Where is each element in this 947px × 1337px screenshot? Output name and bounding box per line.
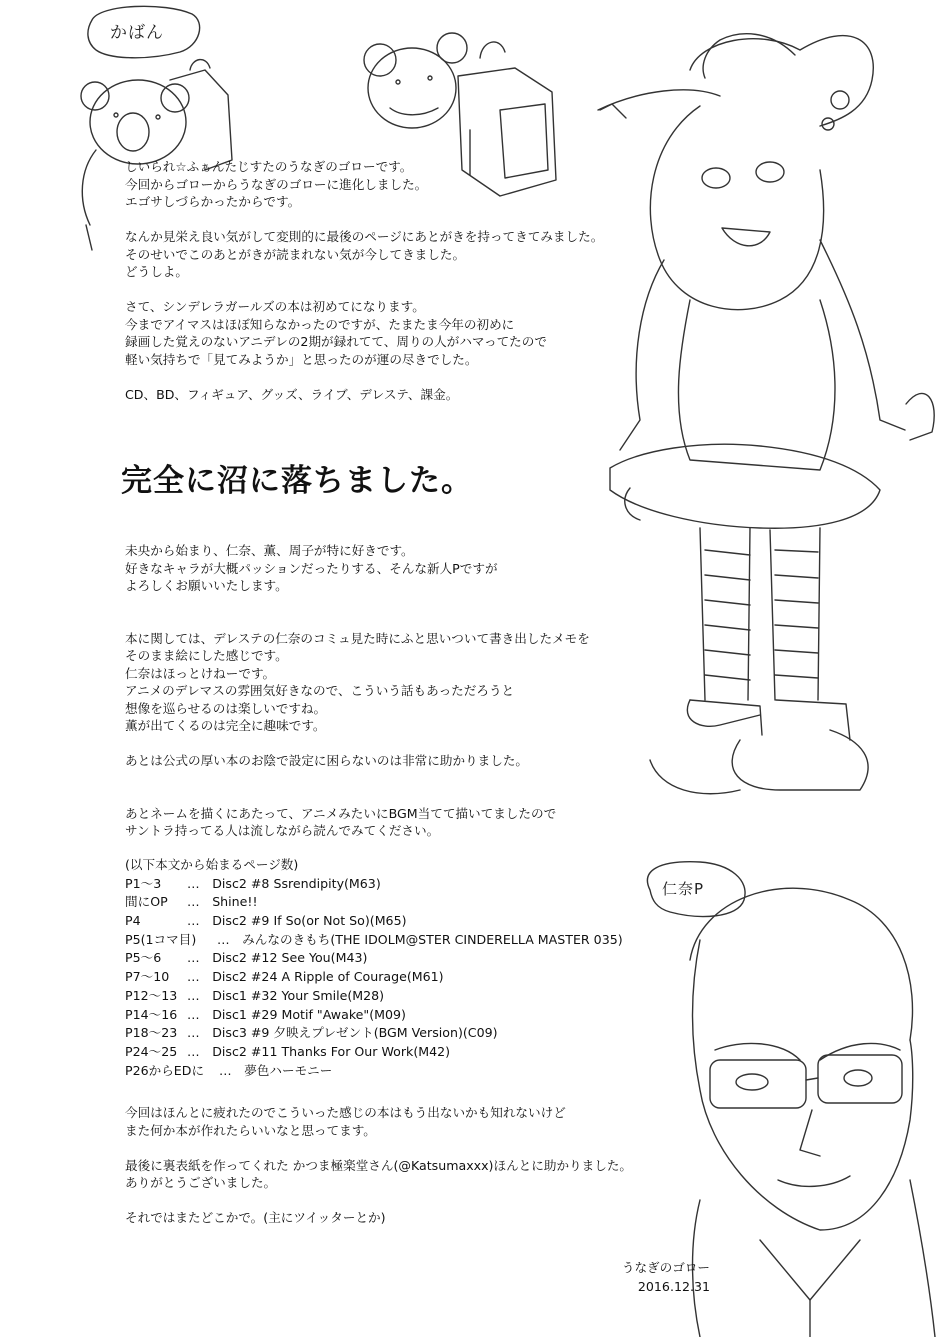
text-line: 録画した覚えのないアニデレの2期が録れてて、周りの人がハマってたので bbox=[125, 334, 547, 349]
text-line: そのまま絵にした感じです。 bbox=[125, 648, 288, 663]
track-pages: P26からEDに bbox=[125, 1062, 205, 1078]
track-title: … Disc2 #11 Thanks For Our Work(M42) bbox=[187, 1043, 451, 1059]
track-pages: P5〜6 bbox=[125, 950, 162, 966]
text-line: しいられ☆ふぁんたじすたのうなぎのゴローです。 bbox=[125, 159, 413, 174]
track-pages: 間にOP bbox=[125, 894, 168, 910]
text-line: そのせいでこのあとがきが読まれない気が今してきました。 bbox=[125, 246, 466, 262]
text-line: 最後に裏表紙を作ってくれた かつま極楽堂さん(@Katsumaxxx)ほんとに助かりました。 bbox=[125, 1157, 633, 1173]
text-line: 今回はほんとに疲れたのでこういった感じの本はもう出ないかも知れないけど bbox=[125, 1105, 566, 1120]
text-line bbox=[125, 368, 603, 386]
text-line: あとネームを描くにあたって、アニメみたいにBGM当てて描いてましたので bbox=[125, 805, 557, 821]
track-title: … みんなのきもち(THE IDOLM@STER CINDERELLA MASTER 035) bbox=[217, 931, 623, 947]
intro-paragraphs bbox=[125, 158, 603, 403]
track-title: … 夢色ハーモニー bbox=[219, 1062, 333, 1078]
text-line: 好きなキャラが大概パッションだったりする、そんな新人Pですが bbox=[125, 560, 498, 576]
text-line bbox=[125, 211, 603, 229]
track-pages: P14〜16 bbox=[125, 1006, 178, 1022]
text-line: アニメのデレマスの雰囲気好きなので、こういう話もあっただろうと bbox=[125, 683, 515, 698]
closing-paragraphs bbox=[125, 1104, 632, 1227]
track-pages: P18〜23 bbox=[125, 1025, 178, 1041]
author-name: うなぎのゴロー bbox=[621, 1260, 710, 1275]
text-line: どうしよ。 bbox=[125, 264, 188, 279]
headline: 完全に沼に落ちました。 bbox=[121, 463, 473, 499]
text-line: 未央から始まり、仁奈、薫、周子が特に好きです。 bbox=[125, 543, 414, 558]
track-title: … Disc1 #29 Motif "Awake"(M09) bbox=[187, 1006, 406, 1022]
track-pages: P4 bbox=[125, 913, 141, 929]
track-title: … Disc2 #12 See You(M43) bbox=[187, 950, 368, 966]
track-pages: P1〜3 bbox=[125, 875, 162, 891]
text-line: あとは公式の厚い本のお陰で設定に困らないのは非常に助かりました。 bbox=[125, 753, 528, 768]
text-line bbox=[125, 735, 590, 753]
text-line bbox=[125, 1192, 632, 1210]
track-pages: P7〜10 bbox=[125, 969, 170, 985]
text-line: 今までアイマスはほぼ知らなかったのですが、たまたま今年の初めに bbox=[125, 316, 515, 332]
middle-paragraphs bbox=[125, 542, 590, 840]
signature bbox=[622, 1258, 710, 1296]
text-line: また何か本が作れたらいいなと思ってます。 bbox=[125, 1122, 376, 1138]
text-line: なんか見栄え良い気がして変則的に最後のページにあとがきを持ってきてみました。 bbox=[125, 229, 604, 244]
text-line: サントラ持ってる人は流しながら読んでみてください。 bbox=[125, 823, 440, 838]
signature-date: 2016.12.31 bbox=[637, 1279, 710, 1294]
track-title: … Disc1 #32 Your Smile(M28) bbox=[187, 987, 385, 1003]
text-line: ありがとうございました。 bbox=[125, 1175, 277, 1190]
text-line bbox=[125, 787, 590, 805]
producer-bubble-text: 仁奈P bbox=[662, 880, 705, 898]
text-line: よろしくお願いいたします。 bbox=[125, 578, 288, 593]
text-line: さて、シンデレラガールズの本は初めてになります。 bbox=[125, 299, 425, 314]
text-line: 想像を巡らせるのは楽しいですね。 bbox=[125, 700, 327, 716]
track-title: … Disc2 #8 Ssrendipity(M63) bbox=[187, 875, 381, 891]
text-line: CD、BD、フィギュア、グッズ、ライブ、デレステ、課金。 bbox=[125, 386, 459, 402]
text-line: 仁奈はほっとけねーです。 bbox=[125, 665, 276, 681]
text-line: 軽い気持ちで「見てみようか」と思ったのが運の尽きでした。 bbox=[125, 351, 478, 367]
text-line: 薫が出てくるのは完全に趣味です。 bbox=[125, 718, 326, 733]
track-pages: P5(1コマ目) bbox=[125, 931, 197, 947]
track-pages: P24〜25 bbox=[125, 1043, 178, 1059]
track-title: … Shine!! bbox=[187, 894, 258, 910]
text-line bbox=[125, 595, 590, 613]
track-header-text: (以下本文から始まるページ数) bbox=[125, 857, 299, 872]
track-pages: P12〜13 bbox=[125, 987, 178, 1003]
text-line bbox=[125, 612, 590, 630]
text-line: それではまたどこかで。(主にツイッターとか) bbox=[125, 1210, 386, 1225]
text-line: エゴサしづらかったからです。 bbox=[125, 194, 301, 209]
track-title: … Disc2 #24 A Ripple of Courage(M61) bbox=[187, 969, 444, 985]
producer-portrait-sketch bbox=[690, 888, 935, 1337]
text-line: 今回からゴローからうなぎのゴローに進化しました。 bbox=[125, 176, 428, 192]
text-line bbox=[125, 281, 603, 299]
track-title: … Disc3 #9 夕映えプレゼント(BGM Version)(C09) bbox=[187, 1025, 498, 1041]
track-title: … Disc2 #9 If So(or Not So)(M65) bbox=[187, 913, 407, 929]
text-line bbox=[125, 1139, 632, 1157]
bag-bubble-text: かばん bbox=[110, 23, 164, 43]
girl-rabbit-hood-sketch bbox=[598, 34, 934, 794]
text-line bbox=[125, 770, 590, 788]
text-line: 本に関しては、デレステの仁奈のコミュ見た時にふと思いついて書き出したメモを bbox=[125, 630, 590, 646]
